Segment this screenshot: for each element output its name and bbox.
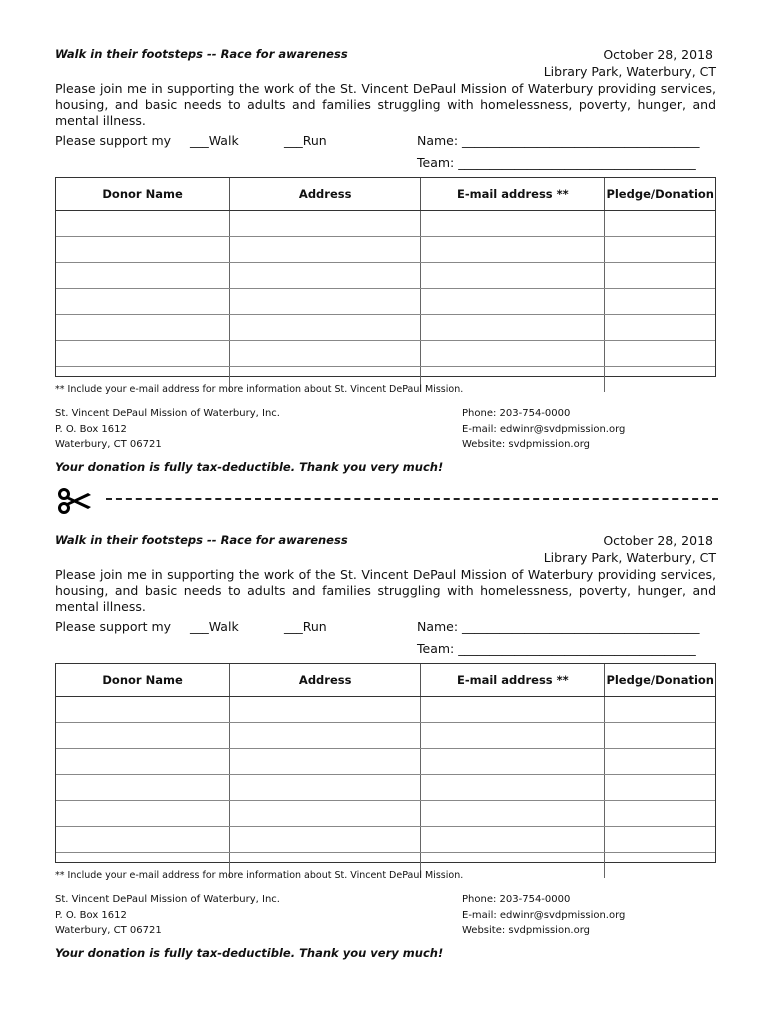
footnote: ** Include your e-mail address for more information about St. Vincent DePaul Mission.	[55, 870, 464, 881]
org-po-box: P. O. Box 1612	[55, 423, 127, 435]
cut-line	[58, 490, 718, 520]
cell-address[interactable]	[230, 775, 421, 801]
table-row	[56, 827, 715, 853]
contact-phone: Phone: 203-754-0000	[462, 408, 571, 419]
table-row	[56, 723, 715, 749]
cell-address[interactable]	[230, 263, 421, 289]
cell-pledge[interactable]	[605, 697, 715, 723]
team-field[interactable]: Team: ______________________________________	[417, 155, 696, 170]
cell-address[interactable]	[230, 237, 421, 263]
cell-email[interactable]	[421, 801, 605, 827]
scissors-icon	[58, 488, 92, 514]
cell-donor[interactable]	[56, 801, 230, 827]
cell-email[interactable]	[421, 827, 605, 853]
table-row	[56, 289, 715, 315]
header-address: Address	[230, 664, 421, 697]
header-address: Address	[230, 178, 421, 211]
run-option[interactable]: ___Run	[284, 619, 327, 634]
table-row	[56, 315, 715, 341]
contact-website: Website: svdpmission.org	[462, 439, 590, 450]
cell-pledge[interactable]	[605, 853, 715, 879]
table-row	[56, 211, 715, 237]
org-address	[55, 406, 280, 453]
org-name: St. Vincent DePaul Mission of Waterbury, Inc.	[55, 894, 280, 905]
name-field[interactable]: Name: ______________________________________	[417, 619, 700, 634]
cell-address[interactable]	[230, 697, 421, 723]
cell-address[interactable]	[230, 749, 421, 775]
org-city: Waterbury, CT 06721	[55, 439, 162, 450]
cell-address[interactable]	[230, 341, 421, 367]
contact-info	[462, 406, 625, 453]
cell-email[interactable]	[421, 723, 605, 749]
cell-donor[interactable]	[56, 775, 230, 801]
org-po-box: P. O. Box 1612	[55, 909, 127, 921]
team-field[interactable]: Team: ______________________________________	[417, 641, 696, 656]
cell-email[interactable]	[421, 749, 605, 775]
contact-website: Website: svdpmission.org	[462, 925, 590, 936]
table-row	[56, 801, 715, 827]
cell-address[interactable]	[230, 723, 421, 749]
support-line	[55, 133, 716, 153]
thank-you-note: Your donation is fully tax-deductible. Thank you very much!	[55, 946, 444, 960]
header-pledge: Pledge/Donation	[605, 178, 715, 211]
pledge-form-top	[55, 47, 716, 487]
intro-paragraph: Please join me in supporting the work of the St. Vincent DePaul Mission of Waterbury providing services, housing, and basic needs to adults and families struggling with homelessness, poverty, hunger, and mental illness.	[55, 81, 716, 128]
cell-pledge[interactable]	[605, 341, 715, 367]
dashed-cut-line	[106, 498, 718, 500]
cell-email[interactable]	[421, 697, 605, 723]
footnote: ** Include your e-mail address for more information about St. Vincent DePaul Mission.	[55, 384, 464, 395]
cell-donor[interactable]	[56, 723, 230, 749]
form-title: Walk in their footsteps -- Race for awareness	[55, 47, 348, 61]
cell-donor[interactable]	[56, 341, 230, 367]
thank-you-note: Your donation is fully tax-deductible. Thank you very much!	[55, 460, 444, 474]
table-row	[56, 263, 715, 289]
cell-email[interactable]	[421, 289, 605, 315]
cell-pledge[interactable]	[605, 211, 715, 237]
intro-paragraph: Please join me in supporting the work of the St. Vincent DePaul Mission of Waterbury providing services, housing, and basic needs to adults and families struggling with homelessness, poverty, hunger, and mental illness.	[55, 567, 716, 614]
cell-pledge[interactable]	[605, 827, 715, 853]
cell-address[interactable]	[230, 801, 421, 827]
cell-email[interactable]	[421, 211, 605, 237]
event-location: Library Park, Waterbury, CT	[543, 550, 716, 565]
contact-email: E-mail: edwinr@svdpmission.org	[462, 423, 626, 435]
cell-donor[interactable]	[56, 237, 230, 263]
pledge-table	[55, 663, 716, 863]
cell-pledge[interactable]	[605, 289, 715, 315]
cell-address[interactable]	[230, 827, 421, 853]
cell-pledge[interactable]	[605, 367, 715, 393]
walk-option[interactable]: ___Walk	[190, 619, 239, 634]
pledge-table	[55, 177, 716, 377]
cell-pledge[interactable]	[605, 749, 715, 775]
cell-email[interactable]	[421, 341, 605, 367]
cell-pledge[interactable]	[605, 723, 715, 749]
header-email: E-mail address **	[421, 664, 605, 697]
header-email: E-mail address **	[421, 178, 605, 211]
cell-donor[interactable]	[56, 211, 230, 237]
support-label: Please support my	[55, 619, 172, 634]
contact-info	[462, 892, 625, 939]
org-city: Waterbury, CT 06721	[55, 925, 162, 936]
cell-email[interactable]	[421, 263, 605, 289]
event-date: October 28, 2018	[603, 47, 713, 62]
header-donor-name: Donor Name	[56, 664, 230, 697]
pledge-form-bottom	[55, 533, 716, 973]
contact-phone: Phone: 203-754-0000	[462, 894, 571, 905]
cell-donor[interactable]	[56, 749, 230, 775]
table-row	[56, 237, 715, 263]
header-pledge: Pledge/Donation	[605, 664, 715, 697]
table-row	[56, 697, 715, 723]
cell-donor[interactable]	[56, 263, 230, 289]
cell-pledge[interactable]	[605, 315, 715, 341]
cell-donor[interactable]	[56, 289, 230, 315]
org-address	[55, 892, 280, 939]
cell-address[interactable]	[230, 211, 421, 237]
cell-pledge[interactable]	[605, 775, 715, 801]
cell-pledge[interactable]	[605, 263, 715, 289]
walk-option[interactable]: ___Walk	[190, 133, 239, 148]
form-title: Walk in their footsteps -- Race for awareness	[55, 533, 348, 547]
event-date: October 28, 2018	[603, 533, 713, 548]
cell-email[interactable]	[421, 315, 605, 341]
cell-address[interactable]	[230, 315, 421, 341]
cell-address[interactable]	[230, 289, 421, 315]
cell-donor[interactable]	[56, 827, 230, 853]
support-label: Please support my	[55, 133, 172, 148]
cell-pledge[interactable]	[605, 801, 715, 827]
contact-email: E-mail: edwinr@svdpmission.org	[462, 909, 626, 921]
name-field[interactable]: Name: ______________________________________	[417, 133, 700, 148]
table-row	[56, 749, 715, 775]
event-location: Library Park, Waterbury, CT	[543, 64, 716, 79]
cell-email[interactable]	[421, 775, 605, 801]
run-option[interactable]: ___Run	[284, 133, 327, 148]
table-row	[56, 775, 715, 801]
support-line	[55, 619, 716, 639]
cell-donor[interactable]	[56, 697, 230, 723]
table-row	[56, 341, 715, 367]
header-row	[55, 47, 716, 81]
org-name: St. Vincent DePaul Mission of Waterbury, Inc.	[55, 408, 280, 419]
cell-donor[interactable]	[56, 315, 230, 341]
cell-email[interactable]	[421, 237, 605, 263]
header-row	[55, 533, 716, 567]
cell-pledge[interactable]	[605, 237, 715, 263]
header-donor-name: Donor Name	[56, 178, 230, 211]
